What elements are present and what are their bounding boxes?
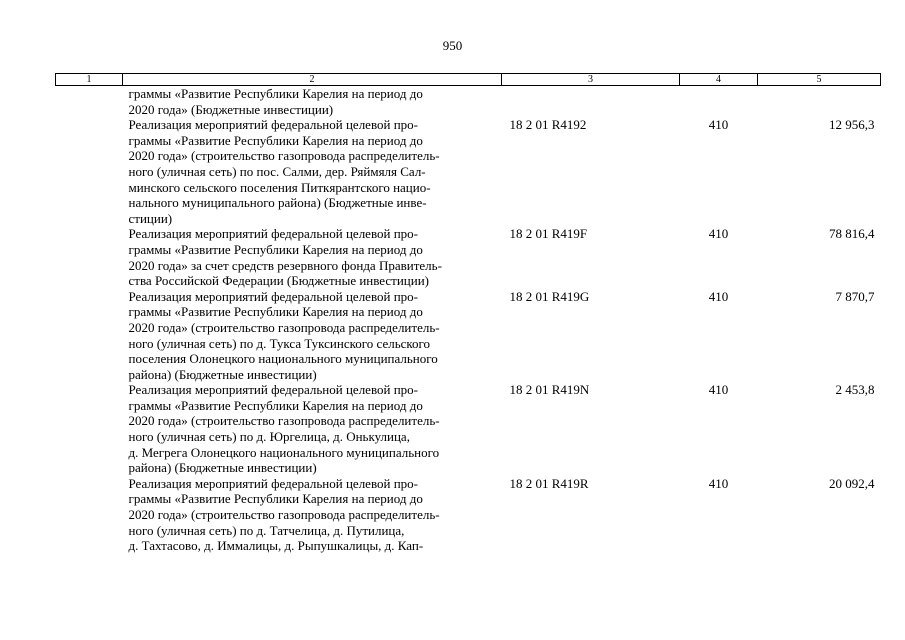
column-header-1: 1 — [56, 74, 123, 86]
table-header — [56, 74, 881, 86]
table-row — [56, 117, 881, 226]
table-row — [56, 289, 881, 383]
cell-index — [56, 226, 123, 288]
cell-index — [56, 289, 123, 383]
table-row-continuation — [56, 86, 881, 118]
header-row — [56, 74, 881, 86]
cell-amount: 7 870,7 — [835, 288, 875, 304]
cell-type — [680, 86, 758, 118]
table-body — [56, 86, 881, 554]
cell-code: 18 2 01 R419G — [509, 288, 590, 304]
cell-amount: 12 956,3 — [829, 117, 875, 133]
cell-description: Реализация мероприятий федеральной целевой про- граммы «Развитие Республики Карелия на период до 2020 года» (строительство газопровода распределитель- ного (уличная сеть) по д. Юргелица, д. Онькулица, д. Мегрега Олонецкого национального муниципального района) (Бюджетные инвестиции) — [128, 382, 440, 476]
cell-amount: 78 816,4 — [829, 226, 875, 242]
column-header-2: 2 — [123, 74, 502, 86]
cell-code: 18 2 01 R419F — [509, 226, 588, 242]
cell-type: 410 — [708, 288, 729, 304]
column-header-3: 3 — [502, 74, 680, 86]
cell-type: 410 — [708, 382, 729, 398]
cell-amount — [758, 86, 881, 118]
cell-index — [56, 86, 123, 118]
cell-description: Реализация мероприятий федеральной целевой про- граммы «Развитие Республики Карелия на период до 2020 года» (строительство газопровода распределитель- ного (уличная сеть) по д. Татчелица, д. Путилица, д. Тахтасово, д. Иммалицы, д. Рыпушкалицы, д. Кап- — [128, 475, 440, 554]
page-number: 950 — [442, 38, 463, 53]
cell-code: 18 2 01 R419R — [509, 475, 589, 491]
cell-amount: 20 092,4 — [829, 475, 875, 491]
cell-code — [502, 86, 680, 118]
column-header-4: 4 — [680, 74, 758, 86]
budget-table — [55, 73, 881, 554]
cell-type: 410 — [708, 475, 729, 491]
cell-description: Реализация мероприятий федеральной целевой про- граммы «Развитие Республики Карелия на период до 2020 года» за счет средств резервного фонда Правитель- ства Российской Федерации (Бюджетные инвестиции) — [128, 226, 442, 289]
cell-index — [56, 117, 123, 226]
cell-description: граммы «Развитие Республики Карелия на период до 2020 года» (Бюджетные инвестиции) — [128, 86, 423, 117]
cell-description: Реализация мероприятий федеральной целевой про- граммы «Развитие Республики Карелия на период до 2020 года» (строительство газопровода распределитель- ного (уличная сеть) по д. Тукса Туксинского сельского поселения Олонецкого национального муниципального района) (Бюджетные инвестиции) — [128, 288, 440, 382]
table-row — [56, 226, 881, 288]
table-row — [56, 382, 881, 476]
cell-index — [56, 476, 123, 554]
table-row — [56, 476, 881, 554]
cell-type: 410 — [708, 117, 729, 133]
cell-code: 18 2 01 R419N — [509, 382, 590, 398]
cell-amount: 2 453,8 — [835, 382, 875, 398]
column-header-5: 5 — [758, 74, 881, 86]
cell-index — [56, 382, 123, 476]
cell-description: Реализация мероприятий федеральной целевой про- граммы «Развитие Республики Карелия на период до 2020 года» (строительство газопровода распределитель- ного (уличная сеть) по пос. Салми, дер. Ряймяля Сал- минского сельского поселения Питкярантского нацио- нального муниципального района) (Бюджетные инве- стиции) — [128, 117, 440, 226]
cell-type: 410 — [708, 226, 729, 242]
cell-code: 18 2 01 R4192 — [509, 117, 587, 133]
